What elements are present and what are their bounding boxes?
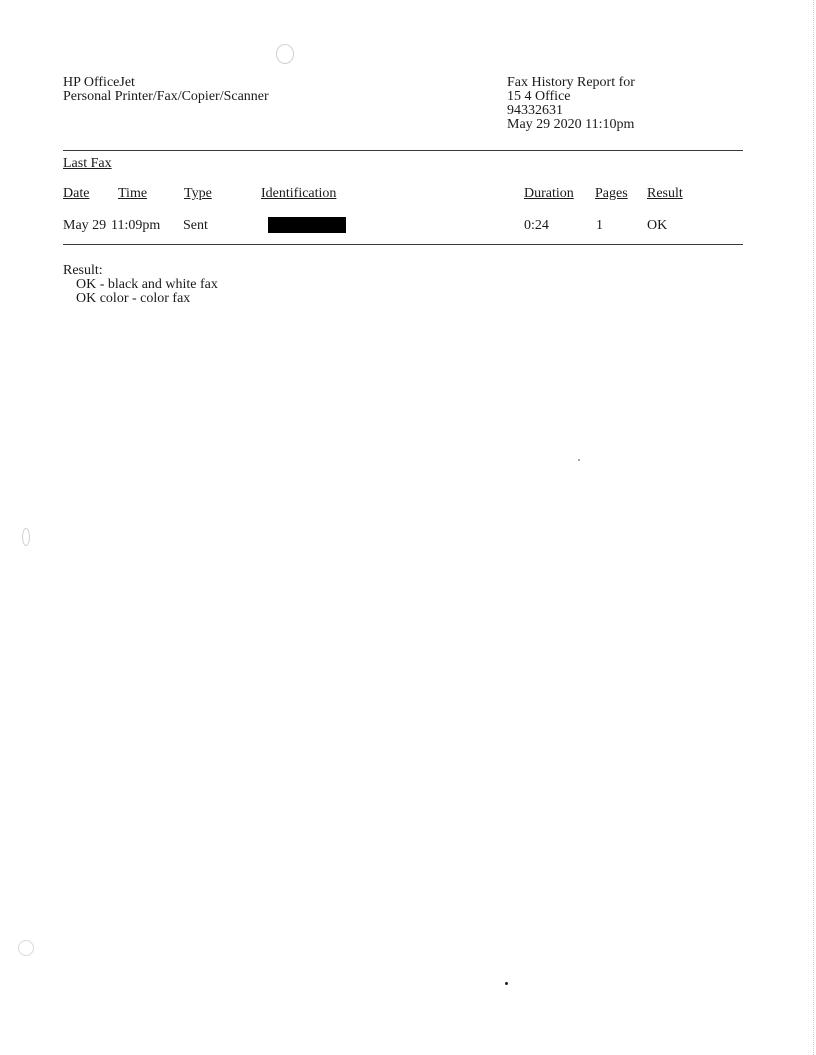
report-title: Fax History Report for	[507, 75, 635, 90]
row-time: 11:09pm	[111, 218, 161, 233]
legend-title: Result:	[63, 263, 103, 278]
header-result: Result	[647, 186, 683, 201]
top-divider	[63, 150, 743, 151]
device-info	[63, 76, 269, 104]
report-fax-number: 94332631	[507, 103, 563, 118]
scan-artifact-left-mark	[22, 528, 30, 546]
redacted-identification	[268, 217, 346, 233]
scan-artifact-dot-small	[578, 459, 580, 461]
report-station-name: 15 4 Office	[507, 89, 571, 104]
row-result: OK	[647, 218, 668, 233]
scan-edge-line	[813, 0, 814, 1055]
device-description: Personal Printer/Fax/Copier/Scanner	[63, 89, 269, 104]
bottom-divider	[63, 244, 743, 245]
row-duration: 0:24	[524, 218, 549, 233]
scan-artifact-dot	[505, 982, 508, 985]
header-pages: Pages	[595, 186, 628, 201]
header-identification: Identification	[261, 186, 337, 201]
legend-item-bw: OK - black and white fax	[76, 277, 218, 292]
device-model: HP OfficeJet	[63, 75, 135, 90]
header-time: Time	[118, 186, 148, 201]
report-info	[507, 76, 635, 132]
row-type: Sent	[183, 218, 208, 233]
header-type: Type	[184, 186, 212, 201]
row-date: May 29	[63, 218, 107, 233]
header-date: Date	[63, 186, 90, 201]
scan-artifact-arc	[276, 44, 294, 64]
result-legend	[63, 264, 218, 306]
row-pages: 1	[596, 218, 603, 233]
legend-item-color: OK color - color fax	[76, 291, 191, 306]
report-datetime: May 29 2020 11:10pm	[507, 117, 635, 132]
scan-artifact-bottom-left-mark	[18, 940, 34, 956]
section-title-last-fax: Last Fax	[63, 156, 112, 171]
header-duration: Duration	[524, 186, 574, 201]
